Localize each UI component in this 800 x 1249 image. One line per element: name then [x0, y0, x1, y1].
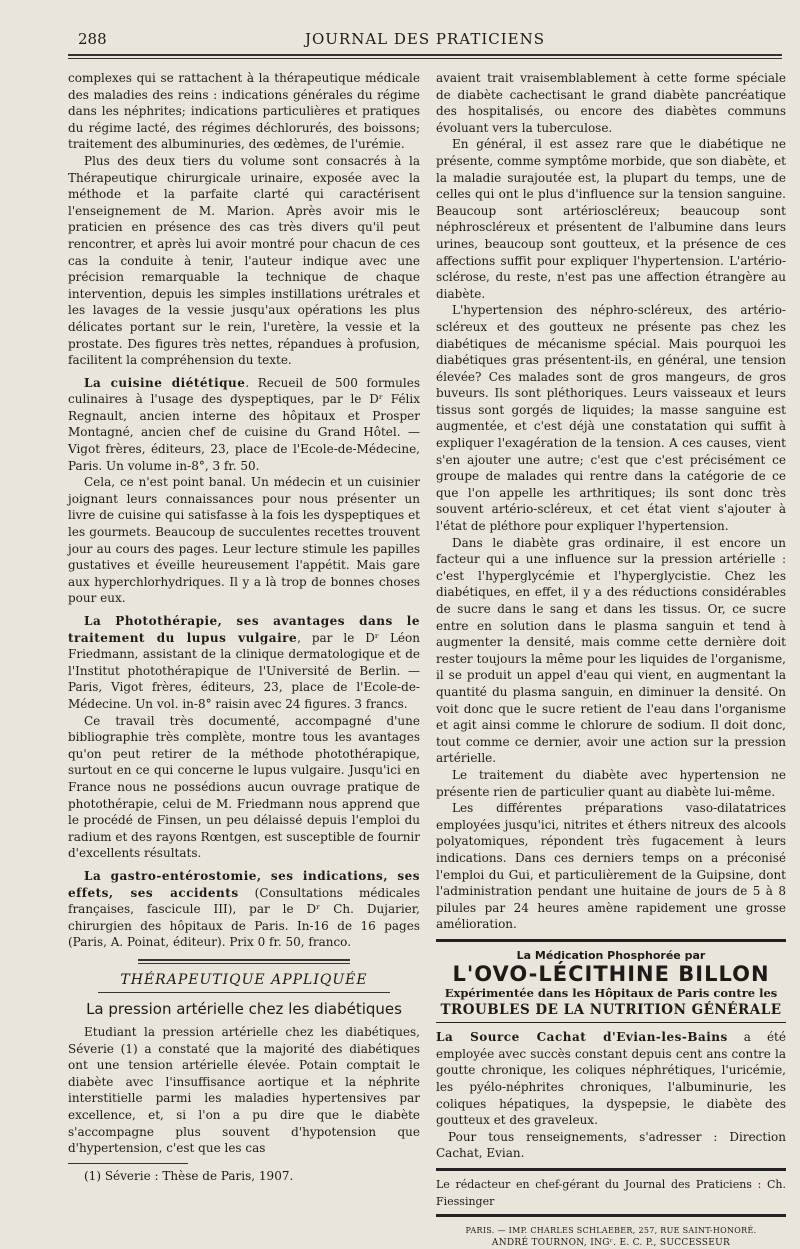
- footnote: (1) Séverie : Thèse de Paris, 1907.: [84, 1168, 294, 1183]
- ad-text: a été employée avec succès constant depuis cent ans contre la goutte chronique, les coliques néphrétiques, l'uricémie, les pyélo-néphrites chroniques, l'albuminurie, les coliques hépatiques, la dyspepsie, le diabète des goutteux et des graveleux.: [436, 1030, 786, 1128]
- book-review-phototherapie: [68, 613, 420, 713]
- review-title: La Photothérapie, ses avantages dans le traitement du lupus vulgaire: [68, 614, 420, 645]
- review-text: . Recueil de 500 formules culinaires à l'usage des dyspeptiques, par le Dʳ Félix Regnault, ancien interne des hôpitaux et Prosper Montagné, ancien chef de cuisine du Grand Hôtel. — Vigot frères, éditeurs, 23, place de l'Ecole-de-Médecine, Paris. Un volume in-8°, 3 fr. 50.: [68, 375, 420, 473]
- imprint: [436, 1225, 786, 1249]
- footnote-rule: [68, 1163, 188, 1164]
- section-rule: [98, 992, 390, 993]
- advertisement-ovo-lecithine: [436, 939, 786, 1023]
- review-title: La gastro-entérostomie, ses indications, ses effets, ses accidents: [68, 868, 420, 900]
- paragraph: En général, il est assez rare que le diabétique ne présente, comme symptôme morbide, que son diabète, et la maladie surajoutée est, la plupart du temps, une de celles qui ont le plus d'influence sur la tension sanguine. Beaucoup sont artérioscléreux; beaucoup sont néphroscléreux et présentent de l'albumine dans leurs urines, beaucoup sont goutteux, et la présence de ces affections suffit pour expliquer l'hypertension. L'artério-sclérose, du reste, n'est pas une affection étrangère au diabète.: [436, 137, 786, 301]
- imprint-line: ANDRÉ TOURNON, INGʳ. E. C. P., SUCCESSEUR: [491, 1238, 731, 1249]
- book-review-cuisine: [68, 375, 420, 475]
- section-divider: [138, 959, 350, 961]
- review-text: (Consultations médicales françaises, fascicule III), par le Dʳ Ch. Dujarier, chirurgien des hôpitaux de Paris. In-16 de 16 pages (Paris, A. Poinat, éditeur). Prix 0 fr. 50, franco.: [68, 885, 420, 950]
- ad-line: TROUBLES DE LA NUTRITION GÉNÉRALE: [440, 1001, 782, 1018]
- editor-line: Le rédacteur en chef-gérant du Journal des Praticiens : Ch. Fiessinger: [436, 1171, 786, 1217]
- left-column: [68, 70, 420, 1184]
- paragraph: L'hypertension des néphro-scléreux, des artério-scléreux et des goutteux ne présente pas chez les diabétiques de mécanisme spécial. Mais pourquoi les diabétiques gras présentent-ils, en général, une tension élevée? Ces malades sont de gros mangeurs, de gros buveurs. Ils sont pléthoriques. Leurs vaisseaux et leurs tissus sont gorgés de liquides; la masse sanguine est augmentée, et c'est déjà une constatation qui suffit à expliquer l'exagération de la tension. A ces causes, vient s'en ajouter une autre; c'est que c'est précisément ce groupe de malades qui rentre dans la catégorie de ce que l'on appelle les arthritiques; ils sont donc très souvent artério-scléreux, et cet état vient s'ajouter à l'état de pléthore pour expliquer l'hypertension.: [436, 303, 786, 534]
- ad-line: La Médication Phosphorée par: [516, 948, 706, 962]
- section-heading: THÉRAPEUTIQUE APPLIQUÉE: [120, 971, 368, 988]
- ad-paragraph: Pour tous renseignements, s'adresser : Direction Cachat, Evian.: [436, 1129, 786, 1161]
- header-rule-thin: [68, 58, 782, 59]
- paragraph: avaient trait vraisemblablement à cette forme spéciale de diabète cachectisant le grand diabète pancréatique des hospitalisés, ou encore des diabètes communs évoluant vers la tuberculose.: [436, 71, 786, 135]
- book-review-gastro: [68, 868, 420, 951]
- section-divider-thin: [138, 963, 350, 964]
- ad-line: Expérimentée dans les Hôpitaux de Paris contre les: [444, 986, 778, 1001]
- ad-paragraph: [436, 1029, 786, 1129]
- page-header: [68, 28, 782, 52]
- paragraph: Etudiant la pression artérielle chez les diabétiques, Séverie (1) a constaté que la majorité des diabétiques ont une tension artérielle élevée. Potain comptait le diabète avec l'insuffisance aortique et la néphrite interstitielle parmi les maladies hypertensives par excellence, et, si l'on a pu dire que le diabète s'accompagne plus souvent d'hypotension que d'hypertension, c'est que les cas: [68, 1025, 420, 1156]
- paragraph: Ce travail très documenté, accompagné d'une bibliographie très complète, montre tous les avantages qu'on peut retirer de la méthode photothérapique, surtout en ce qui concerne le lupus vulgaire. Jusqu'ici en France nous ne possédions aucun ouvrage pratique de photothérapie, celui de M. Friedmann nous apprend que le procédé de Finsen, un peu délaissé depuis l'emploi du radium et des rayons Rœntgen, est susceptible de fournir d'excellents résultats.: [68, 713, 420, 861]
- header-rule: [68, 54, 782, 56]
- running-title: JOURNAL DES PRATICIENS: [304, 30, 546, 48]
- paragraph: Cela, ce n'est point banal. Un médecin et un cuisinier joignant leurs connaissances pour nous présenter un livre de cuisine qui satisfasse à la fois les dyspeptiques et les gourmets. Beaucoup de succulentes recettes trouvent jour au cours des pages. Leur lecture stimule les papilles gustatives et éveille heureusement l'appétit. Mais gare aux hyperchlorhydriques. Il y a là trop de bonnes choses pour eux.: [68, 475, 420, 606]
- imprint-line: PARIS. — IMP. CHARLES SCHLAEBER, 257, RUE SAINT-HONORÉ.: [465, 1226, 757, 1236]
- right-column: [436, 70, 786, 1249]
- paragraph: Plus des deux tiers du volume sont consacrés à la Thérapeutique chirurgicale urinaire, exposée avec la méthode et la parfaite clarté qui caractérisent l'enseignement de M. Marion. Après avoir mis le praticien en présence des cas très divers qu'il peut rencontrer, et après lui avoir montré pour chacun de ces cas la conduite à tenir, l'auteur indique avec une précision remarquable la technique de chaque intervention, depuis les simples instillations urétrales et les lavages de la vessie jusqu'aux opérations les plus délicates portant sur le rein, l'uretère, la vessie et la prostate. Des figures très nettes, répandues à profusion, facilitent la compréhension du texte.: [68, 153, 420, 368]
- paragraph: Dans le diabète gras ordinaire, il est encore un facteur qui a une influence sur la pression artérielle : c'est l'hyperglycémie et l'hyperglycistie. Chez les diabétiques, en effet, il y a des réductions considérables de sucre dans le sang et dans les tissus. Or, ce sucre entre en solution dans le plasma sanguin et tend à augmenter la densité, mais comme cette dernière doit rester toujours la même pour les liquides de l'organisme, il se produit un appel d'eau qui vient, en augmentant la quantité du plasma sanguin, en diminuer la densité. On voit donc que le sucre retient de l'eau dans l'organisme et agit ainsi comme le chlorure de sodium. Il doit donc, tout comme ce dernier, avoir une action sur la pression artérielle.: [436, 535, 786, 766]
- review-text: , par le Dʳ Léon Friedmann, assistant de la clinique dermatologique et de l'Institut photothérapique de l'Université de Berlin. — Paris, Vigot frères, éditeurs, 23, place de l'Ecole-de-Médecine. Un vol. in-8° raisin avec 24 figures. 3 francs.: [68, 630, 420, 711]
- advertisement-cachat: [436, 1023, 786, 1171]
- paragraph: complexes qui se rattachent à la thérapeutique médicale des maladies des reins : indications générales du régime dans les néphrites; indications particulières et pratiques du régime lacté, des régimes déchlorurés, des boissons; traitement des albuminuries, des œdèmes, de l'urémie.: [68, 71, 420, 152]
- paragraph: Les différentes préparations vaso-dilatatrices employées jusqu'ici, nitrites et éthers nitreux des alcools polyatomiques, répondent très fugacement à leurs indications. Dans ces derniers temps on a préconisé l'emploi du Gui, et particulièrement de la Guipsine, dont l'administration pendant une huitaine de jours de 5 à 8 pilules par 24 heures amène rapidement une grosse amélioration.: [436, 801, 786, 932]
- article-title: La pression artérielle chez les diabétiques: [86, 1000, 402, 1019]
- review-title: La cuisine diététique: [84, 375, 246, 390]
- ad-title: La Source Cachat d'Evian-les-Bains: [436, 1030, 728, 1045]
- ad-headline: L'OVO-LÉCITHINE BILLON: [452, 962, 770, 987]
- page-number: 288: [78, 30, 107, 48]
- paragraph: Le traitement du diabète avec hypertension ne présente rien de particulier quant au diabète lui-même.: [436, 767, 786, 799]
